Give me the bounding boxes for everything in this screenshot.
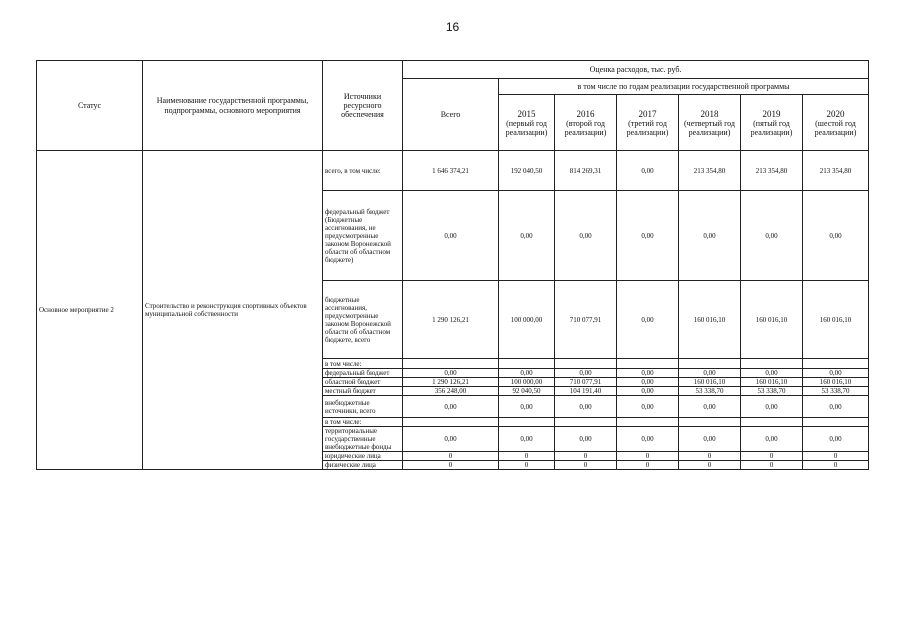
value-year: 0,00	[617, 387, 679, 396]
value-year: 0,00	[499, 427, 555, 452]
value-year: 0,00	[741, 369, 803, 378]
value-year: 0,00	[803, 369, 869, 378]
value-total: 1 290 126,21	[403, 281, 499, 359]
header-status: Статус	[37, 61, 143, 151]
value-year: 0	[741, 461, 803, 470]
header-total: Всего	[403, 79, 499, 151]
year-note: (пятый год реализации)	[750, 118, 793, 137]
value-year: 213 354,80	[741, 151, 803, 191]
value-year: 160 016,10	[741, 378, 803, 387]
value-year	[555, 359, 617, 369]
value-year: 0,00	[803, 191, 869, 281]
value-year: 100 000,00	[499, 378, 555, 387]
header-name: Наименование государственной программы, подпрограммы, основного мероприятия	[143, 61, 323, 151]
value-year: 0,00	[555, 396, 617, 418]
year-label: 2015	[517, 108, 536, 119]
value-year: 0	[555, 461, 617, 470]
value-year: 0	[555, 452, 617, 461]
value-year: 0	[679, 461, 741, 470]
value-year: 0,00	[803, 427, 869, 452]
year-label: 2020	[826, 108, 845, 119]
value-year: 0	[499, 452, 555, 461]
value-year	[499, 418, 555, 427]
value-year	[803, 359, 869, 369]
value-year: 92 040,50	[499, 387, 555, 396]
value-year	[679, 418, 741, 427]
value-year: 160 016,10	[803, 281, 869, 359]
source-cell: местный бюджет	[323, 387, 403, 396]
value-year	[555, 418, 617, 427]
value-year	[617, 418, 679, 427]
budget-table	[36, 60, 869, 470]
value-year: 0,00	[617, 191, 679, 281]
value-year: 53 338,70	[803, 387, 869, 396]
value-year: 0,00	[617, 281, 679, 359]
year-note: (третий год реализации)	[626, 118, 669, 137]
value-total: 0,00	[403, 427, 499, 452]
value-year: 0	[617, 461, 679, 470]
source-cell: всего, в том числе:	[323, 151, 403, 191]
value-year: 0,00	[803, 396, 869, 418]
value-year: 0,00	[555, 427, 617, 452]
header-year-2020	[803, 95, 869, 151]
value-year: 213 354,80	[803, 151, 869, 191]
value-total: 0,00	[403, 191, 499, 281]
year-note: (четвертый год реализации)	[684, 118, 735, 137]
value-year: 104 191,40	[555, 387, 617, 396]
header-year-2019	[741, 95, 803, 151]
value-year: 0,00	[499, 191, 555, 281]
page-number: 16	[445, 20, 460, 34]
year-label: 2016	[576, 108, 595, 119]
value-year	[803, 418, 869, 427]
value-year: 710 077,91	[555, 281, 617, 359]
value-year: 0	[617, 452, 679, 461]
value-total: 0,00	[403, 396, 499, 418]
value-year: 0	[679, 452, 741, 461]
value-year	[679, 359, 741, 369]
source-cell: юридические лица	[323, 452, 403, 461]
value-year	[741, 418, 803, 427]
year-label: 2018	[700, 108, 719, 119]
value-year	[741, 359, 803, 369]
value-year: 160 016,10	[741, 281, 803, 359]
row-status: Основное мероприятие 2	[37, 151, 143, 470]
source-cell: в том числе:	[323, 418, 403, 427]
value-year: 160 016,10	[679, 281, 741, 359]
value-year: 0,00	[679, 396, 741, 418]
value-total: 0	[403, 461, 499, 470]
value-year: 814 269,31	[555, 151, 617, 191]
row-name: Строительство и реконструкция спортивных объектов муниципальной собственности	[143, 151, 323, 470]
value-year: 53 338,70	[741, 387, 803, 396]
year-label: 2017	[638, 108, 657, 119]
header-estimate: Оценка расходов, тыс. руб.	[403, 61, 869, 79]
value-total: 1 646 374,21	[403, 151, 499, 191]
value-year: 0,00	[679, 369, 741, 378]
value-year: 0	[803, 461, 869, 470]
source-cell: бюджетные ассигнования, предусмотренные законом Воронежской области об областном бюджете, всего	[323, 281, 403, 359]
value-total: 356 248,00	[403, 387, 499, 396]
source-cell: областной бюджет	[323, 378, 403, 387]
source-cell: физические лица	[323, 461, 403, 470]
value-year: 0,00	[741, 191, 803, 281]
value-year: 0,00	[617, 396, 679, 418]
table-row	[37, 151, 869, 191]
value-year: 0,00	[741, 396, 803, 418]
source-cell: территориальные государственные внебюджетные фонды	[323, 427, 403, 452]
value-total: 0	[403, 452, 499, 461]
header-year-2015	[499, 95, 555, 151]
value-year	[617, 359, 679, 369]
value-year	[499, 359, 555, 369]
value-year: 0,00	[617, 151, 679, 191]
value-year: 0,00	[617, 378, 679, 387]
value-total: 0,00	[403, 369, 499, 378]
source-cell: внебюджетные источники, всего	[323, 396, 403, 418]
value-year: 0,00	[555, 191, 617, 281]
value-year: 160 016,10	[679, 378, 741, 387]
value-year: 0,00	[499, 369, 555, 378]
value-total	[403, 418, 499, 427]
header-year-2018	[679, 95, 741, 151]
value-year: 0,00	[617, 427, 679, 452]
value-year: 0	[803, 452, 869, 461]
value-year: 53 338,70	[679, 387, 741, 396]
value-year: 0,00	[679, 191, 741, 281]
value-year: 0,00	[741, 427, 803, 452]
value-year: 710 077,91	[555, 378, 617, 387]
year-note: (первый год реализации)	[505, 118, 548, 137]
source-cell: федеральный бюджет (Бюджетные ассигнования, не предусмотренные законом Воронежской области об областном бюджете)	[323, 191, 403, 281]
value-year: 0,00	[555, 369, 617, 378]
value-year: 0,00	[679, 427, 741, 452]
source-cell: в том числе:	[323, 359, 403, 369]
value-total	[403, 359, 499, 369]
value-year: 0	[741, 452, 803, 461]
value-year: 0	[499, 461, 555, 470]
year-note: (второй год реализации)	[564, 118, 607, 137]
value-year: 192 040,50	[499, 151, 555, 191]
header-year-2016	[555, 95, 617, 151]
value-year: 100 000,00	[499, 281, 555, 359]
value-year: 213 354,80	[679, 151, 741, 191]
value-year: 160 016,10	[803, 378, 869, 387]
source-cell: федеральный бюджет	[323, 369, 403, 378]
header-year-2017	[617, 95, 679, 151]
header-by-years: в том числе по годам реализации государственной программы	[499, 79, 869, 95]
year-label: 2019	[762, 108, 781, 119]
year-note: (шестой год реализации)	[814, 118, 857, 137]
header-sources: Источники ресурсного обеспечения	[323, 61, 403, 151]
value-year: 0,00	[499, 396, 555, 418]
value-total: 1 290 126,21	[403, 378, 499, 387]
value-year: 0,00	[617, 369, 679, 378]
